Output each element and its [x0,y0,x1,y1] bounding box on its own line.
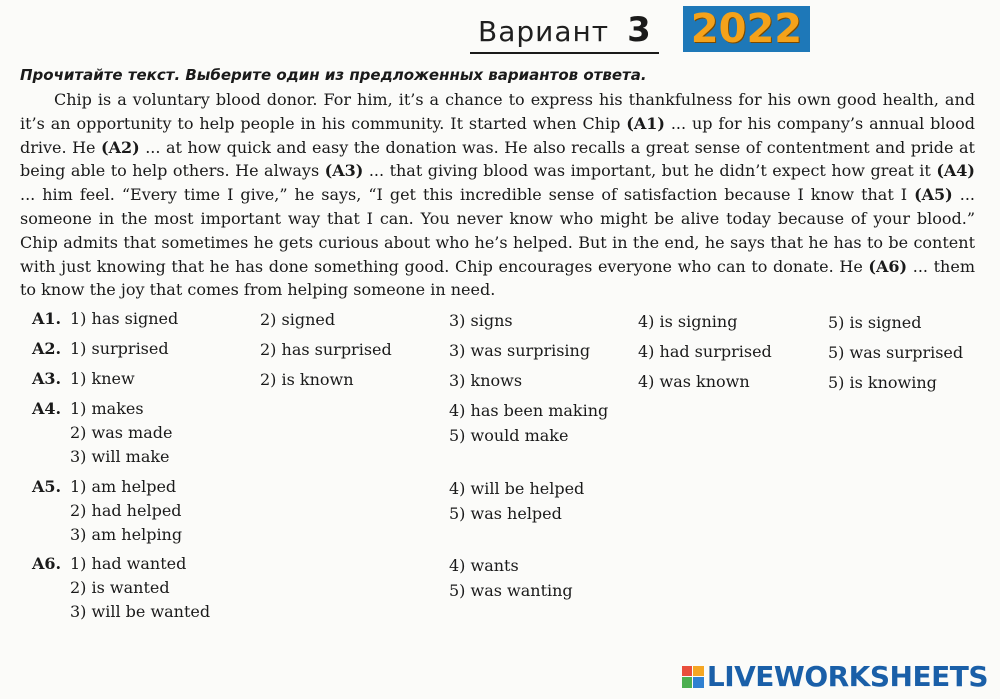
answer-option[interactable]: 2) had helped [70,501,182,520]
answer-option[interactable]: 3) will be wanted [70,602,211,621]
passage-text: ... someone in the most important way that I can. You never know who might be alive today because of your blood.” Chip admits that sometimes he gets curious about who he’s helped. But in the end, he says that he has to be content with just knowing that he has done something good. Chip encourages everyone who can to donate. He [20,185,975,276]
year-badge: 2022 [683,6,810,52]
answer-option[interactable]: 1) knew [70,369,135,388]
answer-option[interactable]: 4) will be helped [449,479,585,498]
answer-option[interactable]: 3) signs [449,311,513,330]
answer-option[interactable]: 2) is known [260,370,354,389]
logo-square [682,677,693,688]
variant-label: Вариант [478,15,610,48]
answer-option[interactable]: 5) was surprised [828,343,964,362]
answer-option[interactable]: 2) was made [70,423,173,442]
gap-marker-a6: (A6) [868,256,908,276]
answer-option[interactable]: 4) was known [638,372,750,391]
question-label: A2. [32,339,62,358]
answer-option[interactable]: 5) would make [449,426,569,445]
task-instruction: Прочитайте текст. Выберите один из предложенных вариантов ответа. [20,66,647,84]
answer-option[interactable]: 5) was wanting [449,581,573,600]
variant-number: 3 [627,10,651,50]
passage-text: ... them to know the joy that comes from helping someone in need. [20,256,975,300]
gap-marker-a2: (A2) [101,137,140,157]
question-label: A4. [32,399,62,418]
answer-option[interactable]: 5) was helped [449,504,562,523]
gap-marker-a4: (A4) [936,161,975,181]
answer-option[interactable]: 3) am helping [70,525,183,544]
answer-option[interactable]: 2) is wanted [70,578,170,597]
logo-square [693,677,704,688]
answer-option[interactable]: 4) is signing [638,312,738,331]
answer-option[interactable]: 5) is signed [828,313,922,332]
answer-option[interactable]: 4) wants [449,556,519,575]
answer-option[interactable]: 3) will make [70,447,170,466]
reading-passage [20,88,975,302]
answer-option[interactable]: 2) signed [260,310,336,329]
answer-option[interactable]: 1) makes [70,399,144,418]
liveworksheets-logo [682,660,988,693]
answer-option[interactable]: 4) had surprised [638,342,772,361]
answer-option[interactable]: 1) had wanted [70,554,187,573]
passage-text: ... him feel. “Every time I give,” he says, “I get this incredible sense of satisfaction because I know that I [20,185,915,205]
answer-option[interactable]: 3) knows [449,371,523,390]
answer-option[interactable]: 5) is knowing [828,373,937,392]
logo-mark-icon [682,666,704,688]
question-label: A6. [32,554,62,573]
answer-option[interactable]: 1) am helped [70,477,177,496]
logo-text: LIVEWORKSHEETS [706,660,988,693]
page-header [470,6,810,54]
gap-marker-a1: (A1) [626,113,665,133]
passage-text: ... up for his company’s annual blood drive. He [20,113,975,157]
logo-square [682,666,693,677]
answer-option[interactable]: 4) has been making [449,401,609,420]
answer-option[interactable]: 1) has signed [70,309,179,328]
gap-marker-a5: (A5) [914,185,953,205]
logo-square [693,666,704,677]
answer-option[interactable]: 1) surprised [70,339,169,358]
question-label: A5. [32,477,62,496]
passage-text: ... at how quick and easy the donation was. He also recalls a great sense of contentment and pride at being able to help others. He always [20,137,975,181]
answer-option[interactable]: 2) has surprised [260,340,392,359]
gap-marker-a3: (A3) [324,161,364,181]
passage-text: Chip is a voluntary blood donor. For him, it’s a chance to express his thankfulness for his own good health, and it’s an opportunity to help people in his community. It started when Chip [20,90,975,133]
answer-option[interactable]: 3) was surprising [449,341,591,360]
question-label: A3. [32,369,62,388]
passage-text: ... that giving blood was important, but he didn’t expect how great it [363,161,937,181]
variant-title [470,10,659,54]
question-label: A1. [32,309,62,328]
